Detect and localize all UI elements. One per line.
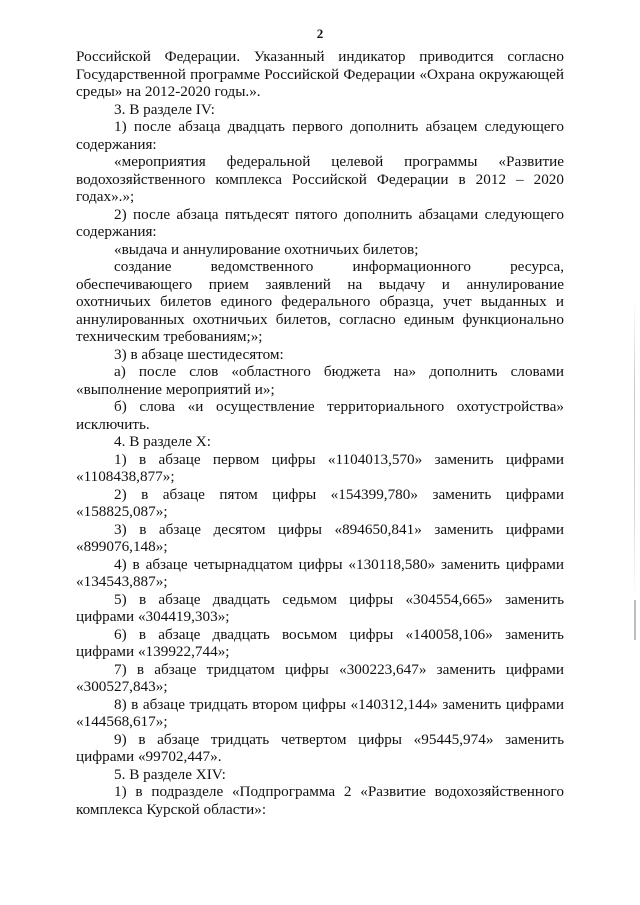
paragraph: 2) в абзаце пятом цифры «154399,780» заменить цифрами «158825,087»; xyxy=(76,485,564,520)
section-heading: 3. В разделе IV: xyxy=(114,100,215,118)
paragraph: 6) в абзаце двадцать восьмом цифры «140058,106» заменить цифрами «139922,744»; xyxy=(76,625,564,660)
paragraph: 1) в абзаце первом цифры «1104013,570» заменить цифрами «1108438,877»; xyxy=(76,450,564,485)
scan-edge-line xyxy=(634,300,635,600)
paragraph: 9) в абзаце тридцать четвертом цифры «95445,974» заменить цифрами «99702,447». xyxy=(76,730,564,765)
section-heading: 5. В разделе XIV: xyxy=(114,765,226,783)
page-number: 2 xyxy=(316,26,324,41)
paragraph: Российской Федерации. Указанный индикатор приводится согласно Государственной программе Российской Федерации «Охрана окружающей среды» на 2012-2020 годы.». xyxy=(76,48,564,100)
paragraph: 4) в абзаце четырнадцатом цифры «130118,580» заменить цифрами «134543,887»; xyxy=(76,555,564,590)
paragraph: а) после слов «областного бюджета на» дополнить словами «выполнение мероприятий и»; xyxy=(76,363,564,398)
document-body xyxy=(76,48,564,818)
paragraph: «выдача и аннулирование охотничьих билетов; xyxy=(114,240,419,258)
paragraph: создание ведомственного информационного ресурса, обеспечивающего прием заявлений на выдачу и аннулирование охотничьих билетов единого федерального образца, учет выданных и аннулированных охотничьих билетов, согласно единым функционально техническим требованиям;»; xyxy=(76,258,564,345)
paragraph: 3) в абзаце десятом цифры «894650,841» заменить цифрами «899076,148»; xyxy=(76,520,564,555)
paragraph: 3) в абзаце шестидесятом: xyxy=(114,345,284,363)
paragraph: 5) в абзаце двадцать седьмом цифры «304554,665» заменить цифрами «304419,303»; xyxy=(76,590,564,625)
paragraph: 1) после абзаца двадцать первого дополнить абзацем следующего содержания: xyxy=(76,118,564,153)
paragraph: 7) в абзаце тридцатом цифры «300223,647» заменить цифрами «300527,843»; xyxy=(76,660,564,695)
paragraph: 2) после абзаца пятьдесят пятого дополнить абзацами следующего содержания: xyxy=(76,205,564,240)
paragraph: 8) в абзаце тридцать втором цифры «140312,144» заменить цифрами «144568,617»; xyxy=(76,695,564,730)
paragraph: «мероприятия федеральной целевой программы «Развитие водохозяйственного комплекса Российской Федерации в 2012 – 2020 годах».»; xyxy=(76,153,564,205)
section-heading: 4. В разделе X: xyxy=(114,433,211,450)
scan-edge-mark xyxy=(634,600,636,640)
paragraph: б) слова «и осуществление территориального охотустройства» исключить. xyxy=(76,398,564,433)
paragraph: 1) в подразделе «Подпрограмма 2 «Развитие водохозяйственного комплекса Курской области»: xyxy=(76,783,564,818)
